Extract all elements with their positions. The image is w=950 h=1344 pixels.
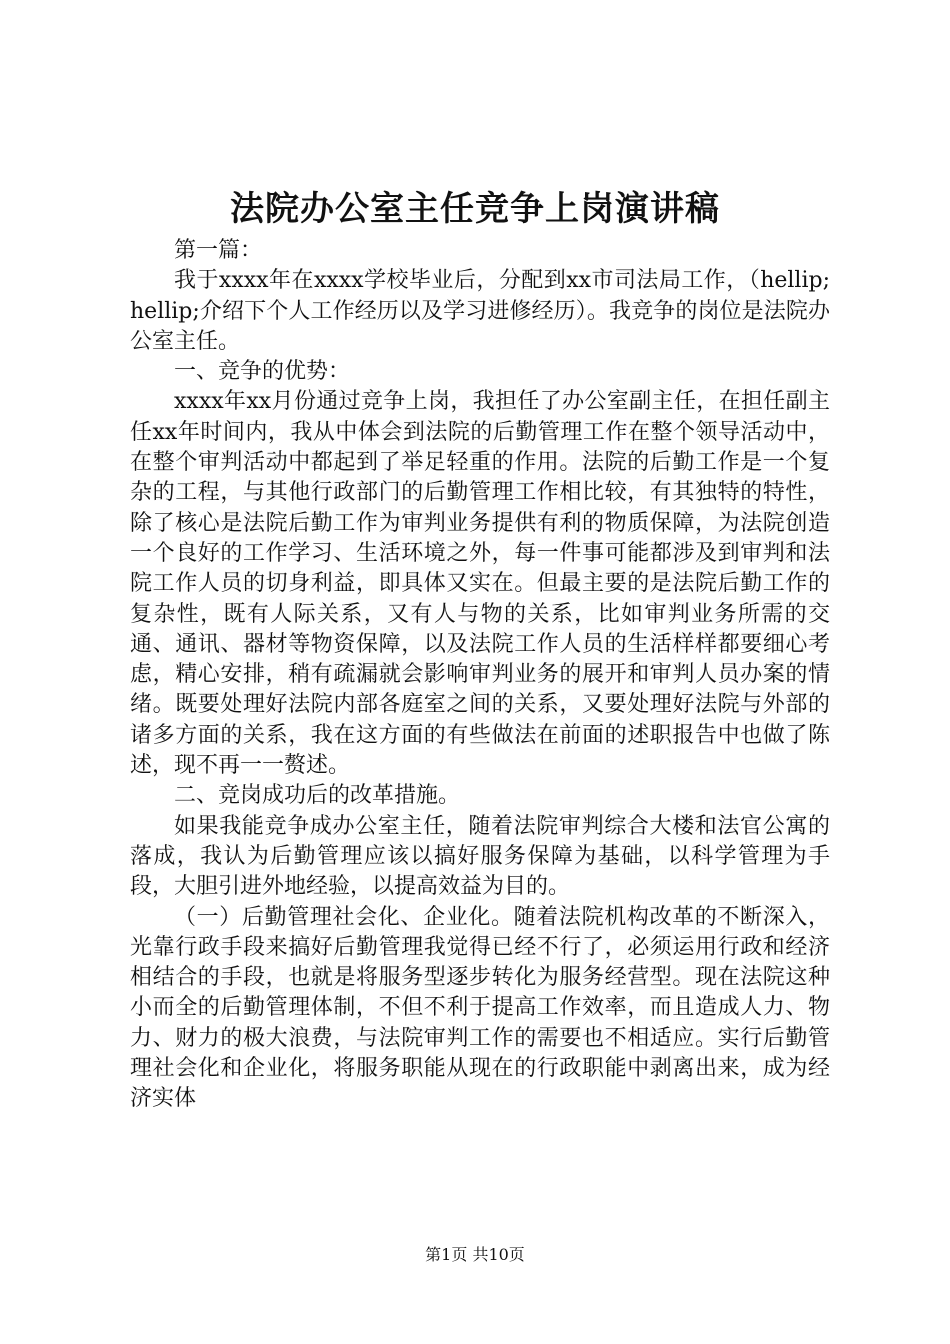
paragraph: （一）后勤管理社会化、企业化。随着法院机构改革的不断深入，光靠行政手段来搞好后勤管理我觉得已经不行了，必须运用行政和经济相结合的手段，也就是将服务型逐步转化为服务经营型。现在法院这种小而全的后勤管理体制，不但不利于提高工作效率，而且造成人力、物力、财力的极大浪费，与法院审判工作的需要也不相适应。实行后勤管理社会化和企业化，将服务职能从现在的行政职能中剥离出来，成为经济实体 <box>130 904 830 1112</box>
paragraph: xxxx年xx月份通过竞争上岗，我担任了办公室副主任，在担任副主任xx年时间内，我从中体会到法院的后勤管理工作在整个领导活动中，在整个审判活动中都起到了举足轻重的作用。法院的后勤工作是一个复杂的工程，与其他行政部门的后勤管理工作相比较，有其独特的特性，除了核心是法院后勤工作为审判业务提供有利的物质保障，为法院创造一个良好的工作学习、生活环境之外，每一件事可能都涉及到审判和法院工作人员的切身利益，即具体又实在。但最主要的是法院后勤工作的复杂性，既有人际关系，又有人与物的关系，比如审判业务所需的交通、通讯、器材等物资保障，以及法院工作人员的生活样样都要细心考虑，精心安排，稍有疏漏就会影响审判业务的展开和审判人员办案的情绪。既要处理好法院内部各庭室之间的关系，又要处理好法院与外部的诸多方面的关系，我在这方面的有些做法在前面的述职报告中也做了陈述，现不再一一赘述。 <box>130 389 830 779</box>
document-title: 法院办公室主任竞争上岗演讲稿 <box>230 189 720 229</box>
paragraph: 我于xxxx年在xxxx学校毕业后，分配到xx市司法局工作，（hellip;hellip;介绍下个人工作经历以及学习进修经历）。我竞争的岗位是法院办公室主任。 <box>130 268 830 354</box>
paragraph: 二、竞岗成功后的改革措施。 <box>174 783 461 809</box>
paragraph: 第一篇： <box>174 238 263 263</box>
page-footer: 第1页 共10页 <box>425 1245 525 1264</box>
document-body <box>130 236 830 1115</box>
paragraph: 如果我能竞争成办公室主任，随着法院审判综合大楼和法官公寓的落成，我认为后勤管理应该以搞好服务保障为基础，以科学管理为手段，大胆引进外地经验，以提高效益为目的。 <box>130 813 830 900</box>
paragraph: 一、竞争的优势： <box>174 359 351 385</box>
